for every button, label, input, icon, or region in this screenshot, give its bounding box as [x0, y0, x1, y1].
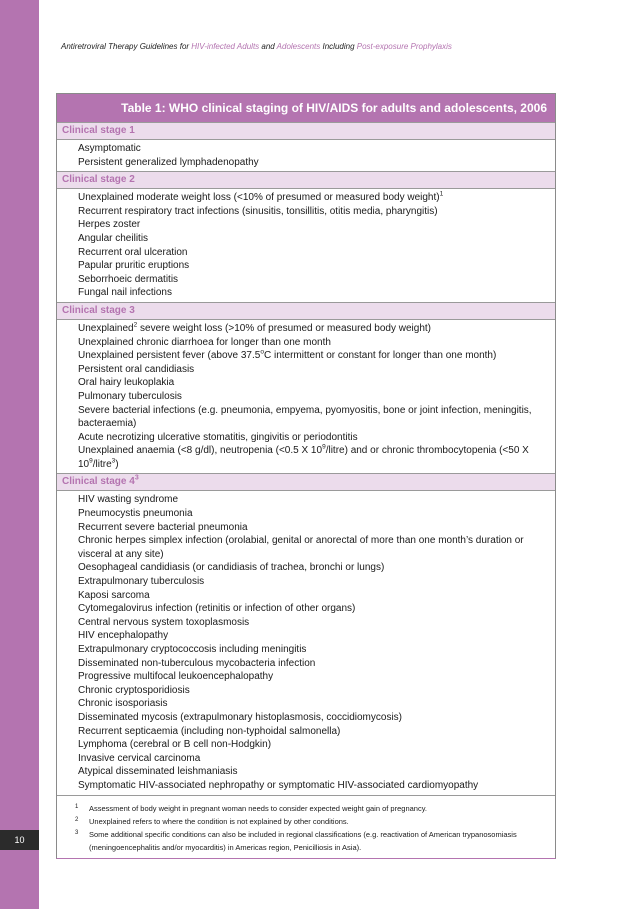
condition-item	[78, 246, 549, 260]
footnote	[75, 828, 549, 854]
condition-text: Chronic isosporiasis	[78, 698, 168, 710]
footnote-text: Assessment of body weight in pregnant woman needs to consider expected weight gain of pregnancy.	[89, 803, 427, 813]
condition-item	[78, 534, 549, 561]
footnotes	[57, 795, 555, 858]
condition-item	[78, 616, 549, 630]
superscript: o	[260, 348, 264, 356]
condition-text: Cytomegalovirus infection (retinitis or infection of other organs)	[78, 603, 356, 615]
superscript: 3	[111, 457, 116, 465]
stage-header	[57, 302, 555, 319]
condition-item	[78, 752, 549, 766]
condition-text: Lymphoma (cerebral or B cell non-Hodgkin)	[78, 739, 272, 751]
condition-item	[78, 738, 549, 752]
footnote-number: 2	[75, 816, 79, 823]
superscript: 1	[439, 190, 444, 198]
condition-item	[78, 507, 549, 521]
condition-text: Recurrent severe bacterial pneumonia	[78, 521, 248, 533]
condition-text: Pneumocystis pneumonia	[78, 508, 193, 520]
condition-text: Unexplained persistent fever (above 37.5	[78, 350, 261, 362]
stage-label: Clinical stage 4	[62, 476, 135, 488]
stage-label: Clinical stage 2	[62, 174, 135, 186]
condition-text: Unexplained	[78, 322, 134, 334]
condition-text: Acute necrotizing ulcerative stomatitis, gingivitis or periodontitis	[78, 431, 358, 443]
condition-item	[78, 602, 549, 616]
table-title: Table 1: WHO clinical staging of HIV/AIDS for adults and adolescents, 2006	[57, 94, 555, 122]
condition-item	[78, 779, 549, 793]
stage-conditions	[57, 490, 555, 794]
condition-text: Recurrent oral ulceration	[78, 246, 188, 258]
condition-text: Disseminated non-tuberculous mycobacteria infection	[78, 657, 316, 669]
header-text-3: Including	[320, 42, 357, 51]
condition-text: Disseminated mycosis (extrapulmonary histoplasmosis, coccidiomycosis)	[78, 711, 402, 723]
condition-text: Recurrent respiratory tract infections (sinusitis, tonsillitis, otitis media, pharyngitis)	[78, 205, 438, 217]
condition-text: Fungal nail infections	[78, 287, 172, 299]
stage-conditions	[57, 188, 555, 302]
condition-text: severe weight loss (>10% of presumed or measured body weight)	[137, 322, 431, 334]
condition-item	[78, 286, 549, 300]
condition-item	[78, 273, 549, 287]
condition-text: HIV encephalopathy	[78, 630, 169, 642]
footnote-ref: 3	[134, 475, 139, 483]
condition-item	[78, 589, 549, 603]
condition-item	[78, 205, 549, 219]
condition-item	[78, 390, 549, 404]
condition-item	[78, 697, 549, 711]
condition-item	[78, 349, 549, 363]
footnote-number: 1	[75, 803, 79, 810]
condition-text: Chronic cryptosporidiosis	[78, 684, 190, 696]
header-highlight-1: HIV-infected Adults	[191, 42, 260, 51]
condition-item	[78, 142, 549, 156]
condition-item	[78, 218, 549, 232]
condition-item	[78, 232, 549, 246]
condition-text: Kaposi sarcoma	[78, 589, 150, 601]
condition-text: Unexplained anaemia (<8 g/dl), neutropenia (<0.5 X 10	[78, 445, 323, 457]
condition-item	[78, 363, 549, 377]
condition-text: /litre) and or chronic thrombocytopenia (<50 X 10	[78, 445, 529, 470]
superscript: 2	[133, 321, 138, 329]
condition-text: Asymptomatic	[78, 143, 141, 154]
condition-text: Oesophageal candidiasis (or candidiasis of trachea, bronchi or lungs)	[78, 562, 385, 574]
condition-item	[78, 191, 549, 205]
condition-item	[78, 657, 549, 671]
condition-item	[78, 561, 549, 575]
condition-item	[78, 259, 549, 273]
footnote-number: 3	[75, 829, 79, 836]
condition-item	[78, 629, 549, 643]
side-color-bar	[0, 0, 39, 909]
condition-text: Invasive cervical carcinoma	[78, 752, 201, 764]
stages-container	[57, 122, 555, 795]
condition-text: Central nervous system toxoplasmosis	[78, 616, 250, 628]
condition-text: Pulmonary tuberculosis	[78, 390, 182, 402]
footnote	[75, 815, 549, 828]
condition-text: C intermittent or constant for longer than one month)	[263, 350, 497, 362]
condition-item	[78, 684, 549, 698]
header-highlight-2: Adolescents	[276, 42, 321, 51]
stage-label: Clinical stage 1	[62, 125, 135, 136]
stage-header	[57, 473, 555, 490]
condition-item	[78, 711, 549, 725]
condition-text: )	[115, 458, 119, 470]
header-text-1: Antiretroviral Therapy Guidelines for	[61, 42, 192, 51]
condition-item	[78, 156, 549, 170]
condition-text: /litre	[92, 458, 112, 470]
condition-item	[78, 725, 549, 739]
footnote-text: Unexplained refers to where the condition is not explained by other conditions.	[89, 816, 349, 826]
condition-item	[78, 376, 549, 390]
condition-item	[78, 336, 549, 350]
stage-header	[57, 122, 555, 139]
condition-text: Persistent oral candidiasis	[78, 363, 195, 375]
footnote	[75, 802, 549, 815]
page-number: 10	[0, 830, 39, 850]
condition-item	[78, 643, 549, 657]
condition-item	[78, 521, 549, 535]
condition-text: Persistent generalized lymphadenopathy	[78, 156, 259, 168]
condition-text: Recurrent septicaemia (including non-typhoidal salmonella)	[78, 725, 341, 737]
condition-item	[78, 765, 549, 779]
condition-item	[78, 670, 549, 684]
condition-text: Seborrhoeic dermatitis	[78, 273, 179, 285]
condition-text: Severe bacterial infections (e.g. pneumonia, empyema, pyomyositis, bone or joint infection, meningitis, bacteraemia)	[78, 404, 532, 430]
condition-item	[78, 493, 549, 507]
superscript: 9	[89, 457, 93, 465]
condition-text: Extrapulmonary cryptococcosis including meningitis	[78, 644, 307, 655]
condition-text: Chronic herpes simplex infection (orolabial, genital or anorectal of more than one month’s duration or visceral at any site)	[78, 535, 524, 560]
condition-text: Oral hairy leukoplakia	[78, 377, 175, 389]
running-header	[61, 42, 452, 51]
condition-text: HIV wasting syndrome	[78, 494, 179, 506]
header-text-2: and	[259, 42, 277, 51]
condition-text: Angular cheilitis	[78, 232, 149, 244]
condition-item	[78, 575, 549, 589]
condition-item	[78, 404, 549, 431]
condition-text: Herpes zoster	[78, 219, 141, 231]
condition-text: Unexplained chronic diarrhoea for longer than one month	[78, 336, 331, 348]
condition-item	[78, 444, 549, 471]
who-staging-table	[56, 93, 556, 859]
condition-text: Extrapulmonary tuberculosis	[78, 576, 205, 588]
superscript: 9	[322, 443, 326, 451]
condition-text: Atypical disseminated leishmaniasis	[78, 766, 238, 778]
condition-text: Papular pruritic eruptions	[78, 260, 190, 272]
condition-text: Symptomatic HIV-associated nephropathy or symptomatic HIV-associated cardiomyopathy	[78, 779, 479, 791]
stage-conditions	[57, 139, 555, 171]
stage-header	[57, 171, 555, 188]
condition-text: Progressive multifocal leukoencephalopathy	[78, 671, 274, 683]
stage-label: Clinical stage 3	[62, 304, 135, 316]
condition-item	[78, 431, 549, 445]
header-highlight-3: Post-exposure Prophylaxis	[356, 42, 452, 51]
condition-item	[78, 322, 549, 336]
condition-text: Unexplained moderate weight loss (<10% of presumed or measured body weight)	[78, 192, 440, 204]
stage-conditions	[57, 319, 555, 474]
footnote-text: Some additional specific conditions can also be included in regional classifications (e.g. reactivation of American trypanosomiasis (meningoencephalitis and/or myocarditis) in Americas region, Penicilliosis in Asia).	[89, 829, 517, 852]
